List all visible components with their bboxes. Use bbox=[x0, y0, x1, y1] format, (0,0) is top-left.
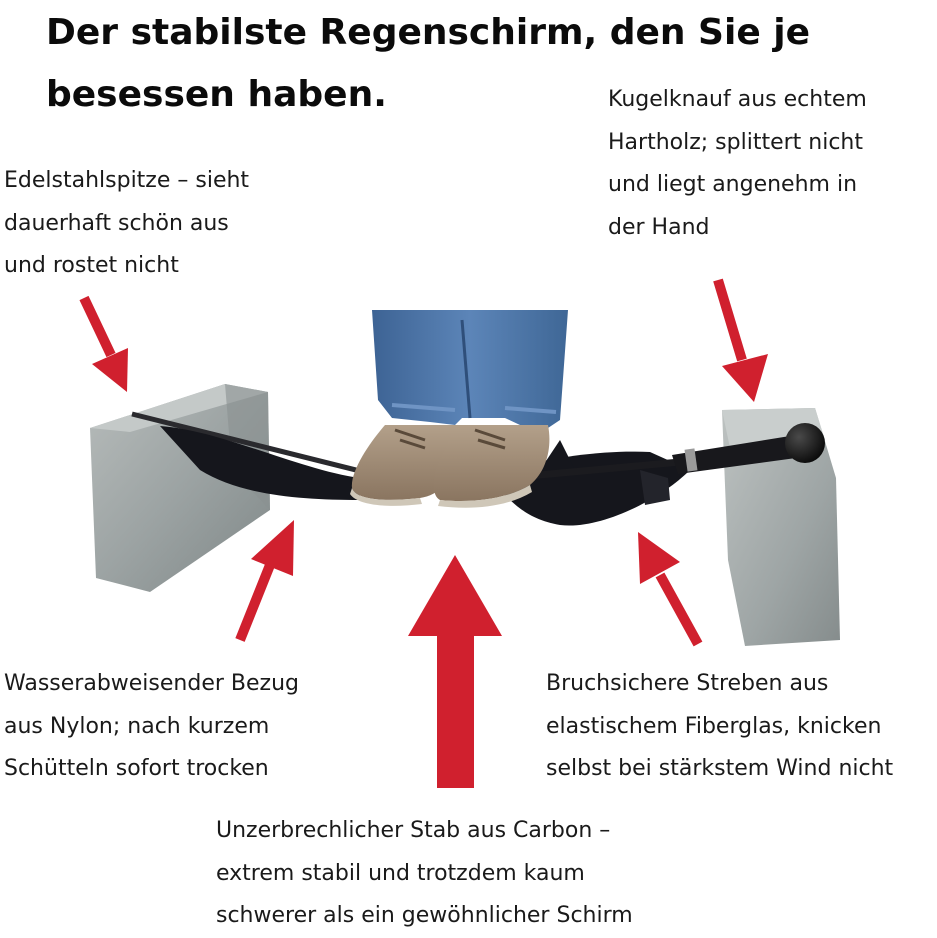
callout-line: Wasserabweisender Bezug bbox=[4, 671, 299, 696]
callout-line: Hartholz; splittert nicht bbox=[608, 129, 863, 155]
headline-line-1: Der stabilste Regenschirm, den Sie je bbox=[46, 12, 811, 53]
callout-line: elastischem Fiberglas, knicken bbox=[546, 713, 882, 739]
callout-line: und rostet nicht bbox=[4, 253, 179, 278]
callout-line: Bruchsichere Streben aus bbox=[546, 671, 829, 696]
callout-line: Kugelknauf aus echtem bbox=[608, 87, 867, 112]
callout-line: schwerer als ein gewöhnlicher Schirm bbox=[216, 903, 633, 928]
callout-nylon-cover bbox=[4, 663, 299, 791]
callout-steel-tip bbox=[4, 160, 249, 288]
callout-line: und liegt angenehm in bbox=[608, 172, 858, 197]
shoes bbox=[350, 425, 549, 508]
callout-line: Schütteln sofort trocken bbox=[4, 756, 269, 781]
jeans-legs bbox=[372, 310, 568, 428]
callout-line: extrem stabil und trotzdem kaum bbox=[216, 860, 585, 886]
callout-line: der Hand bbox=[608, 214, 710, 240]
callout-line: selbst bei stärkstem Wind nicht bbox=[546, 756, 894, 781]
headline-line-2: besessen haben. bbox=[46, 74, 387, 115]
callout-line: Edelstahlspitze – sieht bbox=[4, 168, 250, 193]
callout-line: Unzerbrechlicher Stab aus Carbon – bbox=[216, 818, 611, 843]
arrow-knob bbox=[718, 280, 768, 402]
arrow-shaft bbox=[408, 555, 502, 788]
callout-fiberglass-ribs bbox=[546, 663, 893, 791]
arrow-cover bbox=[240, 520, 294, 640]
callout-carbon-shaft bbox=[216, 810, 633, 938]
arrow-ribs bbox=[638, 532, 698, 644]
arrow-tip bbox=[84, 298, 128, 392]
callout-wooden-knob bbox=[608, 79, 867, 249]
callout-line: dauerhaft schön aus bbox=[4, 210, 229, 236]
callout-line: aus Nylon; nach kurzem bbox=[4, 713, 270, 739]
